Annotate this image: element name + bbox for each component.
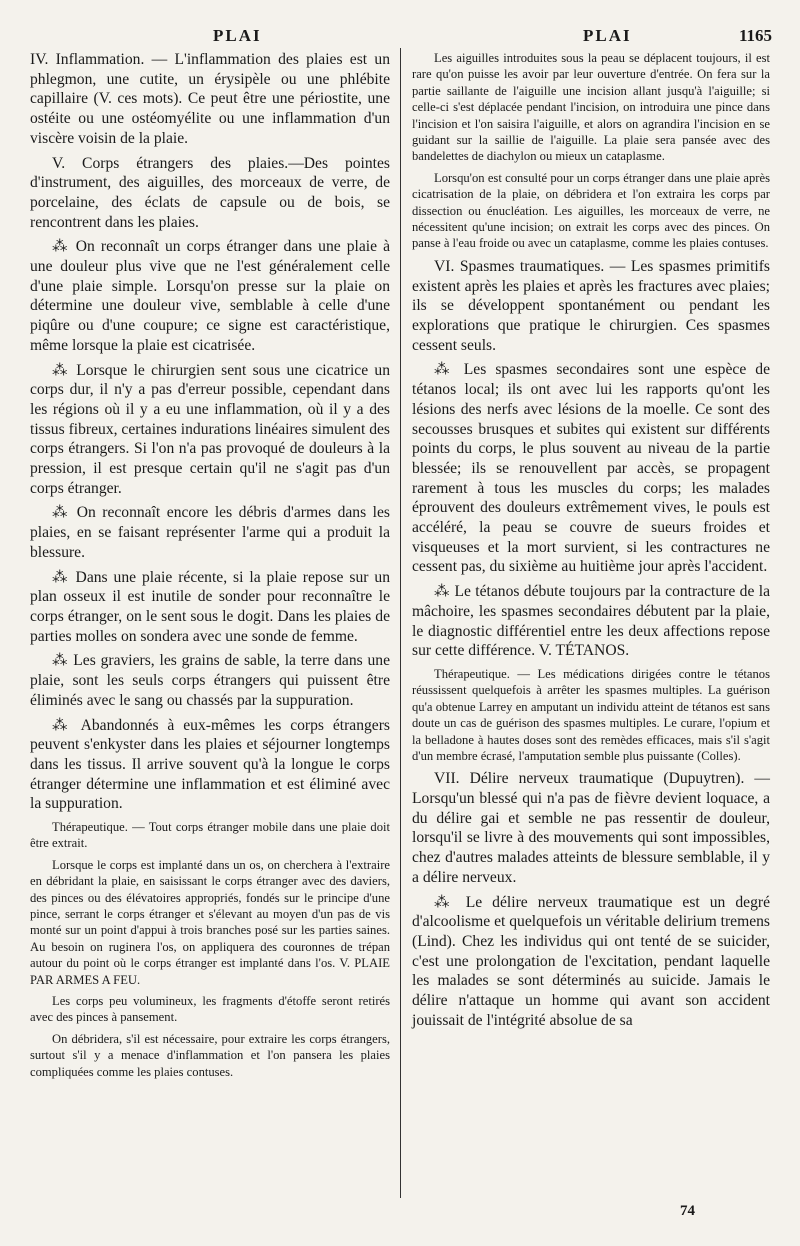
paragraph: ⁂ Le tétanos débute toujours par la contracture de la mâchoire, les spasmes secondaires débutent par la plaie, le diagnostic différentiel entre les deux affections repose sur cette différence. V. TÉTANOS.: [412, 583, 770, 660]
paragraph: ⁂ Les graviers, les grains de sable, la terre dans une plaie, sont les seuls corps étrangers qui puissent être éliminés avec le sang ou chassés par la suppuration.: [30, 652, 390, 709]
signature-mark: 74: [680, 1203, 695, 1219]
left-column: [30, 50, 390, 1080]
right-column: [412, 50, 770, 1031]
paragraph: ⁂ On reconnaît un corps étranger dans une plaie à une douleur plus vive que ne l'est généralement celle d'une plaie simple. Lorsqu'on presse sur la plaie on détermine une douleur vive, semblable à celle d'une piqûre ou d'une coupure; ce signe est caractéristique, même lorsque la plaie est cicatrisée.: [30, 238, 390, 354]
page-number: 1165: [738, 26, 772, 45]
running-header: [28, 26, 772, 50]
paragraph: VII. Délire nerveux traumatique (Dupuytren). — Lorsqu'un blessé qui n'a pas de fièvre devient loquace, a du délire gai et semble ne pas ressentir de douleur, lorsqu'il se livre à des mouvements qui sont impossibles, chez d'autres malades atteints de blessure semblable, il y a délire nerveux.: [412, 770, 770, 886]
paragraph: ⁂ Le délire nerveux traumatique est un degré d'alcoolisme et quelquefois un véritable delirium tremens (Lind). Chez les individus qui ont tenté de se suicider, c'est une prolongation de l'excitation, pendant laquelle les malades se sont déterminés au suicide. Jamais le délire n'attaque un homme qui avant son accident jouissait de l'intégrité absolue de sa: [412, 893, 770, 1029]
paragraph: ⁂ Lorsque le chirurgien sent sous une cicatrice un corps dur, il n'y a pas d'erreur possible, cependant dans les régions où il y a eu une inflammation, où il y a des tissus fibreux, certaines indurations linéaires simulent des corps étrangers. Si l'on n'a pas provoqué de douleurs à la pression, il est presque certain qu'il ne s'agit pas d'un corps étranger.: [30, 361, 390, 497]
column-divider: [400, 48, 401, 1198]
paragraph: Thérapeutique. — Les médications dirigées contre le tétanos réussissent quelquefois à arrêter les spasmes multiples. La guérison qu'a obtenue Larrey en amputant un individu atteint de tétanos est sans doute un cas de guérison des spasmes multiples. Le curare, l'opium et la belladone à hautes doses sont des remèdes efficaces, mais s'il s'agit d'un membre écrasé, l'amputation semble plus puissante (Colles).: [412, 666, 770, 763]
paragraph: IV. Inflammation. — L'inflammation des plaies est un phlegmon, une cutite, un érysipèle ou une phlébite capillaire (V. ces mots). Ce peut être une périostite, une ostéite ou une ostéomyélite ou une inflammation d'un viscère voisin de la plaie.: [30, 51, 390, 147]
paragraph: ⁂ On reconnaît encore les débris d'armes dans les plaies, en se faisant représenter l'arme qui a produit la blessure.: [30, 504, 390, 561]
paragraph: ⁂ Abandonnés à eux-mêmes les corps étrangers peuvent s'enkyster dans les plaies et séjourner longtemps dans les tissus. Il arrive souvent qu'à la longue le corps étranger détermine une inflammation et est éliminé avec la suppuration.: [30, 716, 390, 813]
paragraph: ⁂ Dans une plaie récente, si la plaie repose sur un plan osseux il est inutile de sonder pour reconnaître le corps étranger, on le sent sous le dogit. Dans les plaies de parties molles on sondera avec une sonde de femme.: [30, 568, 390, 645]
paragraph: Lorsque le corps est implanté dans un os, on cherchera à l'extraire en débridant la plaie, en saisissant le corps étranger avec des daviers, des pinces ou des élévatoires appropriés, fondés sur le principe d'une pince, serrant le corps étranger et s'élevant au moyen d'un pas de vis monté sur un point d'appui à trois branches posé sur les parties saines. Au besoin on ruginera l'os, on appliquera des couronnes de trépan autour du point où le corps étranger est implanté dans l'os. V. PLAIE PAR ARMES A FEU.: [30, 857, 390, 987]
paragraph: On débridera, s'il est nécessaire, pour extraire les corps étrangers, surtout s'il y a menace d'inflammation et l'on pansera les plaies compliquées comme les plaies contuses.: [30, 1031, 390, 1079]
paragraph: VI. Spasmes traumatiques. — Les spasmes primitifs existent après les plaies et après les fractures avec plaies; ils se développent spontanément ou pendant les explorations que pratique le chirurgien. Ces spasmes cessent seuls.: [412, 257, 770, 354]
paragraph: Lorsqu'on est consulté pour un corps étranger dans une plaie après cicatrisation de la plaie, on débridera et l'on extraira les corps par dissection ou énucléation. Les aiguilles, les morceaux de verre, ne nécessitent qu'une incision; on extrait les corps avec des pinces. On panse à l'eau froide ou avec un cataplasme, comme les plaies contuses.: [412, 170, 770, 251]
header-left-title: PLAI: [213, 26, 262, 45]
paragraph: Thérapeutique. — Tout corps étranger mobile dans une plaie doit être extrait.: [30, 820, 390, 851]
paragraph: V. Corps étrangers des plaies.—Des pointes d'instrument, des aiguilles, des morceaux de verre, de porcelaine, des éclats de capsule ou de bois, se rencontrent dans les plaies.: [30, 154, 390, 231]
paragraph: Les aiguilles introduites sous la peau se déplacent toujours, il est rare qu'on puisse les avoir par leur ouverture d'entrée. On fera sur la partie saillante de l'aiguille une incision allant jusqu'à l'aiguille; si celle-ci s'est déplacée pendant l'incision, on introduira une pince dans l'incision et l'on saisira l'aiguille, et alors on agrandira l'incision en se guidant sur la saillie de l'aiguille. La plaie sera pansée avec des bandelettes de diachylon ou mieux un cataplasme.: [412, 51, 770, 164]
header-right-title: PLAI: [583, 26, 632, 45]
paragraph: ⁂ Les spasmes secondaires sont une espèce de tétanos local; ils ont avec lui les rapports qu'ont les lésions des nerfs avec lésions de la moelle. Ce sont des secousses brusques et subites qui existent sur différents points du corps, le plus souvent au niveau de la partie blessée; ils se renouvellent par accès, se propagent rarement à tous les muscles du corps; les malades éprouvent des douleurs extrêmement vives, le pouls est accéléré, la peau se couvre de sueurs froides et visqueuses et la mort survient, si les contractures ne cessent pas, du sixième au huitième jour après l'accident.: [412, 361, 770, 576]
paragraph: Les corps peu volumineux, les fragments d'étoffe seront retirés avec des pinces à pansement.: [30, 994, 390, 1025]
